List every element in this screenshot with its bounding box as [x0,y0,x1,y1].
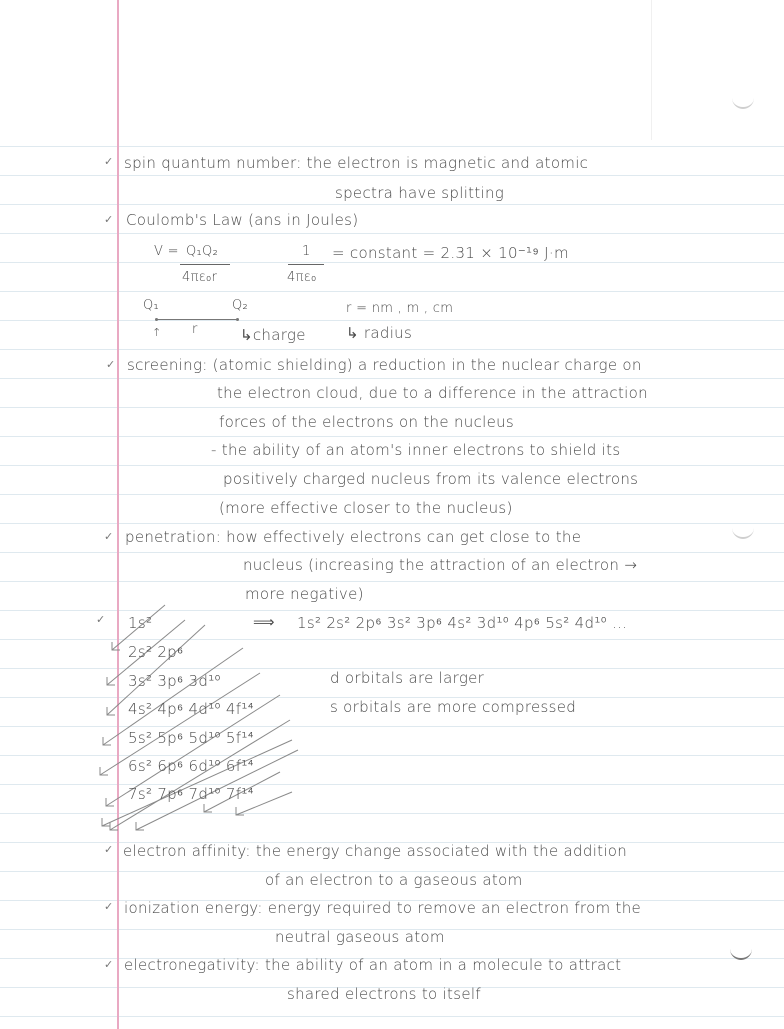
orbital-row-1: 1s² [128,614,153,632]
electron-affinity-line-2: of an electron to a gaseous atom [265,871,523,889]
charge-label: ↳charge [240,326,306,344]
checkmark-icon: ✓ [104,155,114,168]
q2-label: Q₂ [232,298,249,313]
r-units: r = nm , m , cm [346,301,454,316]
checkmark-icon: ✓ [104,843,114,856]
electronegativity-line-1: electronegativity: the ability of an atom in a molecule to attract [124,956,622,974]
orbital-row-4: 4s² 4p⁶ 4d¹⁰ 4f¹⁴ [128,700,254,718]
checkmark-icon: ✓ [104,530,114,543]
screening-line-6: (more effective closer to the nucleus) [219,499,513,517]
d-orbitals-note: d orbitals are larger [330,669,485,687]
penetration-line-1: penetration: how effectively electrons can get close to the [125,528,582,546]
q1-label: Q₁ [143,298,160,313]
orbital-row-6: 6s² 6p⁶ 6d¹⁰ 6f¹⁴ [128,757,254,775]
constant-value: = constant = 2.31 × 10⁻¹⁹ J·m [332,244,569,262]
radius-label: ↳ radius [346,324,413,342]
screening-line-4: - the ability of an atom's inner electrons to shield its [211,441,621,459]
screening-line-1: screening: (atomic shielding) a reduction in the nuclear charge on [127,356,642,374]
spin-line-2: spectra have splitting [335,184,505,202]
constant-denominator: 4πε₀ [287,270,317,285]
checkmark-icon: ✓ [104,958,114,971]
screening-line-3: forces of the electrons on the nucleus [219,413,515,431]
screening-line-5: positively charged nucleus from its valence electrons [223,470,639,488]
orbital-row-5: 5s² 5p⁶ 5d¹⁰ 5f¹⁴ [128,729,254,747]
ionization-energy-line-1: ionization energy: energy required to remove an electron from the [124,899,642,917]
formula-lhs: V = [154,244,179,259]
orbital-row-7: 7s² 7p⁶ 7d¹⁰ 7f¹⁴ [128,785,254,803]
ionization-energy-line-2: neutral gaseous atom [275,928,445,946]
constant-numerator: 1 [302,244,311,259]
formula-numerator: Q₁Q₂ [186,244,219,259]
checkmark-icon: ✓ [104,900,114,913]
electron-affinity-line-1: electron affinity: the energy change associated with the addition [123,842,628,860]
filling-sequence: 1s² 2s² 2p⁶ 3s² 3p⁶ 4s² 3d¹⁰ 4p⁶ 5s² 4d¹⁰ ... [297,614,628,632]
orbital-row-3: 3s² 3p⁶ 3d¹⁰ [128,672,221,690]
formula-denominator: 4πε₀r [182,270,218,285]
checkmark-icon: ✓ [96,613,106,626]
checkmark-icon: ✓ [104,213,114,226]
penetration-line-3: more negative) [245,585,364,603]
s-orbitals-note: s orbitals are more compressed [330,698,577,716]
penetration-line-2: nucleus (increasing the attraction of an electron → [243,556,638,574]
arrow-up-icon: ↑ [152,326,162,339]
orbital-row-2: 2s² 2p⁶ [128,643,184,661]
coulomb-heading: Coulomb's Law (ans in Joules) [126,211,359,229]
screening-line-2: the electron cloud, due to a difference in the attraction [217,384,648,402]
implies-arrow-icon: ⟹ [253,613,275,631]
r-label: r [192,322,198,337]
checkmark-icon: ✓ [106,358,116,371]
spin-line-1: spin quantum number: the electron is magnetic and atomic [124,154,589,172]
electronegativity-line-2: shared electrons to itself [287,985,481,1003]
